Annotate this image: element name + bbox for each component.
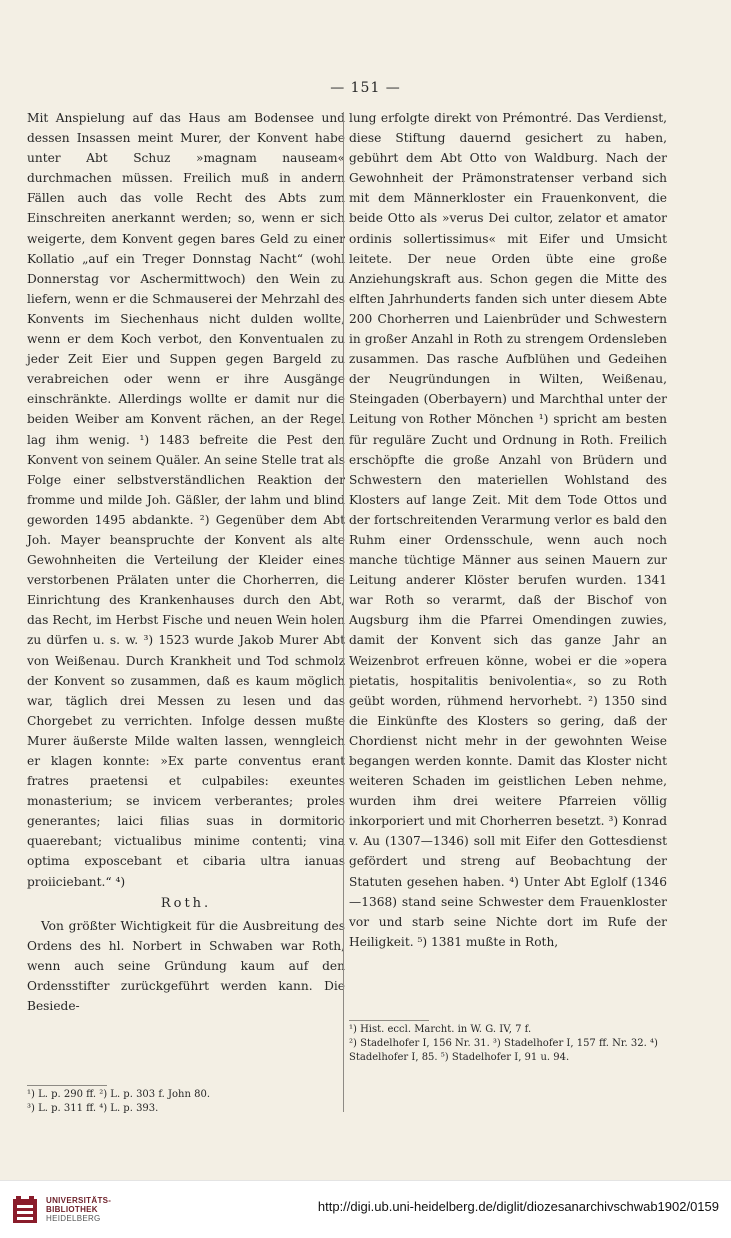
footnote-line: ¹) Hist. eccl. Marcht. in W. G. IV, 7 f. [349,1024,532,1035]
page-number: — 151 — [330,80,401,96]
left-column [27,108,345,1016]
footer-bar [0,1180,731,1238]
footnote-rule [27,1085,107,1086]
institution-name: UNIVERSITÄTS- BIBLIOTHEK HEIDELBERG [46,1196,112,1223]
source-url-link[interactable]: http://digi.ub.uni-heidelberg.de/diglit/diozesanarchivschwab1902/0159 [317,1199,719,1214]
right-paragraph: lung erfolgte direkt von Prémontré. Das Verdienst, diese Stiftung dauernd gesichert zu haben, gebührt dem Abt Otto von Waldburg. Nach der Gewohnheit der Prämonstratenser verband sich mit dem Männerkloster ein Frauenkonvent, die beide Otto als »verus Dei cultor, zelator et amator ordinis sollertissimus« mit Eifer und Umsicht leitete. Der neue Orden übte eine große Anziehungskraft aus. Schon gegen die Mitte des elften Jahrhunderts fanden sich unter diesem Abte 200 Chorherren und Laienbrüder und Schwestern in großer Anzahl in Roth zu strengem Ordensleben zusammen. Das rasche Aufblühen und Gedeihen der Neugründungen in Wilten, Weißenau, Steingaden (Oberbayern) und Marchthal unter der Leitung von Rother Mönchen ¹) spricht am besten für reguläre Zucht und Ordnung in Roth. Freilich erschöpfte die große Anzahl von Brüdern und Schwestern den materiellen Wohlstand des Klosters auf lange Zeit. Mit dem Tode Ottos und der fortschreitenden Verarmung verlor es bald den Ruhm einer Ordensschule, wenn auch noch manche tüchtige Männer aus seinen Mauern zur Leitung anderer Klöster berufen wurden. 1341 war Roth so verarmt, daß der Bischof von Augsburg ihm die Pfarrei Omendingen zuwies, damit der Konvent sich das ganze Jahr an Weizenbrot erfreuen könne, wobei er die »opera pietatis, hospitalitis benivolentia«, so zu Roth geübt worden, rühmend hervorhebt. ²) 1350 sind die Einkünfte des Klosters so gering, daß der Chordienst nicht mehr in der gewohnten Weise begangen werden konnte. Damit das Kloster nicht weiteren Schaden im geistlichen Leben nehme, wurden ihm drei weitere Pfarreien völlig inkorporiert und mit Chorherren besetzt. ³) Konrad v. Au (1307—1346) soll mit Eifer den Gottesdienst gefördert und streng auf Beobachtung der Statuten gesehen haben. ⁴) Unter Abt Eglolf (1346—1368) stand seine Schwester dem Frauenkloster vor und starb seine Nichte dort im Rufe der Heiligkeit. ⁵) 1381 mußte in Roth, [349,111,667,949]
footnote-line: ¹) L. p. 290 ff. ²) L. p. 303 f. John 80. [27,1089,211,1100]
left-paragraph: Mit Anspielung auf das Haus am Bodensee und dessen Insassen meint Murer, der Konvent habe unter Abt Schuz »magnam nauseam« durchmachen müssen. Freilich muß in andern Fällen auch das volle Recht des Abts zum Einschreiten anerkannt werden; so, wenn er sich weigerte, dem Konvent gegen bares Geld zu einer Kollatio „auf ein Treger Donnstag Nacht“ (wohl Donnerstag vor Aschermittwoch) den Wein zu liefern, wenn er die Schmauserei der Mehrzahl des Konvents im Siechenhaus nicht dulden wollte, wenn er dem Koch verbot, den Konventualen zu jeder Zeit Eier und Suppen gegen Bargeld zu verabreichen oder wenn er ihre Ausgänge einschränkte. Allerdings wollte er damit nur die beiden Weiber am Konvent rächen, an der Regel lag ihm wenig. ¹) 1483 befreite die Pest den Konvent von seinem Quäler. An seine Stelle trat als Folge einer selbstverständlichen Reaktion der fromme und milde Joh. Gäßler, der lahm und blind geworden 1495 abdankte. ²) Gegenüber dem Abt Joh. Mayer beanspruchte der Konvent als alte Gewohnheiten die Verteilung der Kleider eines verstorbenen Prälaten unter die Chorherren, die Einrichtung des Krankenhauses durch den Abt, das Recht, im Herbst Fische und neuen Wein holen zu dürfen u. s. w. ³) 1523 wurde Jakob Murer Abt von Weißenau. Durch Krankheit und Tod schmolz der Konvent so zusammen, daß es kaum möglich war, täglich drei Messen zu lesen und das Chorgebet zu verrichten. Infolge dessen mußte Murer äußerste Milde walten lassen, wenngleich er klagen konnte: »Ex parte conventus erant fratres praetensi et culpabiles: exeuntes monasterium; se invicem verberantes; proles generantes; laici filias suas in dormitorio quaerebant; victualibus minime contenti; vina optima exposcebant et cibaria ultra ianuas proiiciebant.“ ⁴) [27,111,345,889]
left-footnotes [27,1081,345,1116]
heidelberg-library-logo-icon [12,1195,38,1225]
right-column [349,108,667,952]
left-paragraph-roth: Von größter Wichtigkeit für die Ausbreitung des Ordens des hl. Norbert in Schwaben war Roth, wenn auch seine Gründung kaum auf den Ordensstifter zurückgeführt werden kann. Die Besiede- [27,918,345,1014]
column-divider [343,112,344,1112]
section-heading-roth: Roth. [160,895,212,911]
right-footnotes [349,1016,667,1065]
footnote-rule [349,1020,429,1021]
footnote-line: ³) L. p. 311 ff. ⁴) L. p. 393. [27,1103,159,1114]
footnote-line: ²) Stadelhofer I, 156 Nr. 31. ³) Stadelhofer I, 157 ff. Nr. 32. ⁴) Stadelhofer I, 85. ⁵) Stadelhofer I, 91 u. 94. [349,1038,658,1063]
